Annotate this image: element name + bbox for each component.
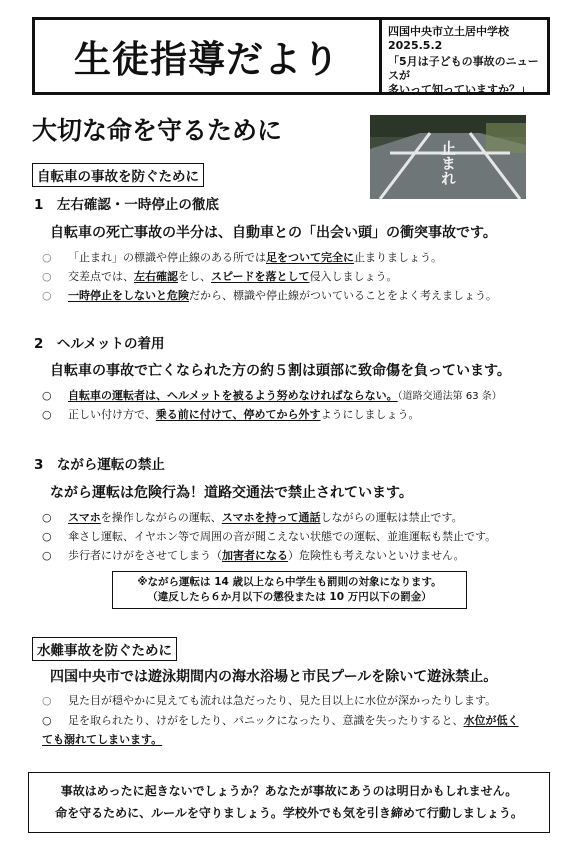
issue-date: 2025.5.2 — [388, 39, 443, 52]
heading-helmet: 2 ヘルメットの着用 — [34, 336, 165, 352]
bullet-circle: ○ — [42, 694, 52, 707]
header-notice-line2: 多いって知っていますか？」 — [388, 83, 531, 96]
list-item: ○ 正しい付け方で、乗る前に付けて、停めてから外すようにしましょう。 — [42, 408, 420, 421]
lead-distracted-riding: ながら運転は危険行為！道路交通法で禁止されています。 — [50, 485, 413, 501]
main-title: 大切な命を守るために — [32, 116, 283, 145]
school-name: 四国中央市立土居中学校 — [388, 25, 509, 38]
lead-swimming-ban: 四国中央市では遊泳期間内の海水浴場と市民プールを除いて遊泳禁止。 — [50, 669, 498, 685]
water-section-label: 水難事故を防ぐために — [32, 637, 177, 661]
list-item: ○ 傘さし運転、イヤホン等で周囲の音が聞こえない状態での運転、並進運転も禁止です。 — [42, 530, 497, 543]
penalty-note-line1: ※ながら運転は 14 歳以上なら中学生も罰則の対象になります。 — [137, 576, 442, 588]
bullet-circle: ○ — [42, 289, 52, 302]
list-item: ○ スマホを操作しながらの運転、スマホを持って通話しながらの運転は禁止です。 — [42, 511, 463, 524]
header-info — [382, 20, 547, 96]
penalty-note-box — [112, 571, 467, 609]
bullet-circle: ○ — [42, 549, 52, 562]
list-item: ○ 足を取られたり、けがをしたり、パニックになったり、意識を失ったりすると、水位が低く — [42, 714, 519, 727]
bicycle-section-label: 自転車の事故を防ぐために — [32, 163, 204, 187]
bullet-circle: ○ — [42, 270, 52, 283]
heading-distracted-riding: 3 ながら運転の禁止 — [34, 457, 165, 473]
footer-line1: 事故はめったに起きないでしょうか？あなたが事故にあうのは明日かもしれません。 — [60, 784, 518, 798]
lead-crash-stat: 自転車の死亡事故の半分は、自動車との「出会い頭」の衝突事故です。 — [50, 225, 497, 241]
road-marking-text: 止まれ — [439, 140, 457, 186]
bullet-circle: ○ — [42, 511, 52, 524]
list-item: ○ 交差点では、左右確認をし、スピードを落として侵入しましょう。 — [42, 270, 398, 283]
header-notice-line1: 「5月は子どもの事故のニュースが — [388, 55, 539, 82]
newsletter-header — [32, 17, 550, 95]
list-item: ○ 歩行者にけがをさせてしまう（加害者になる）危険性も考えないといけません。 — [42, 549, 465, 562]
list-item-continuation: ても溺れてしまいます。 — [42, 733, 163, 746]
penalty-note-line2: （違反したら６か月以下の懲役または 10 万円以下の罰金） — [147, 591, 432, 603]
bullet-circle: ○ — [42, 408, 52, 421]
bullet-circle: ○ — [42, 251, 52, 264]
bullet-circle: ○ — [42, 714, 52, 727]
road-stop-photo — [370, 115, 526, 199]
heading-left-right-check: 1 左右確認・一時停止の徹底 — [34, 197, 219, 213]
newsletter-title: 生徒指導だより — [35, 20, 382, 92]
list-item: ○ 自転車の運転者は、ヘルメットを被るよう努めなければならない。（道路交通法第 63 条） — [42, 389, 502, 402]
list-item: ○ 見た目が穏やかに見えても流れは急だったり、見た目以上に水位が深かったりします。 — [42, 694, 497, 707]
bullet-circle: ○ — [42, 530, 52, 543]
list-item: ○ 一時停止をしないと危険だから、標識や停止線がついていることをよく考えましょう。 — [42, 289, 497, 302]
footer-line2: 命を守るために、ルールを守りましょう。学校外でも気を引き締めて行動しましょう。 — [55, 806, 523, 820]
bullet-circle: ○ — [42, 389, 52, 402]
list-item: ○ 「止まれ」の標識や停止線のある所では足をついて完全に止まりましょう。 — [42, 251, 442, 264]
footer-message-box — [28, 772, 550, 833]
lead-helmet-stat: 自転車の事故で亡くなられた方の約５割は頭部に致命傷を負っています。 — [50, 363, 511, 379]
